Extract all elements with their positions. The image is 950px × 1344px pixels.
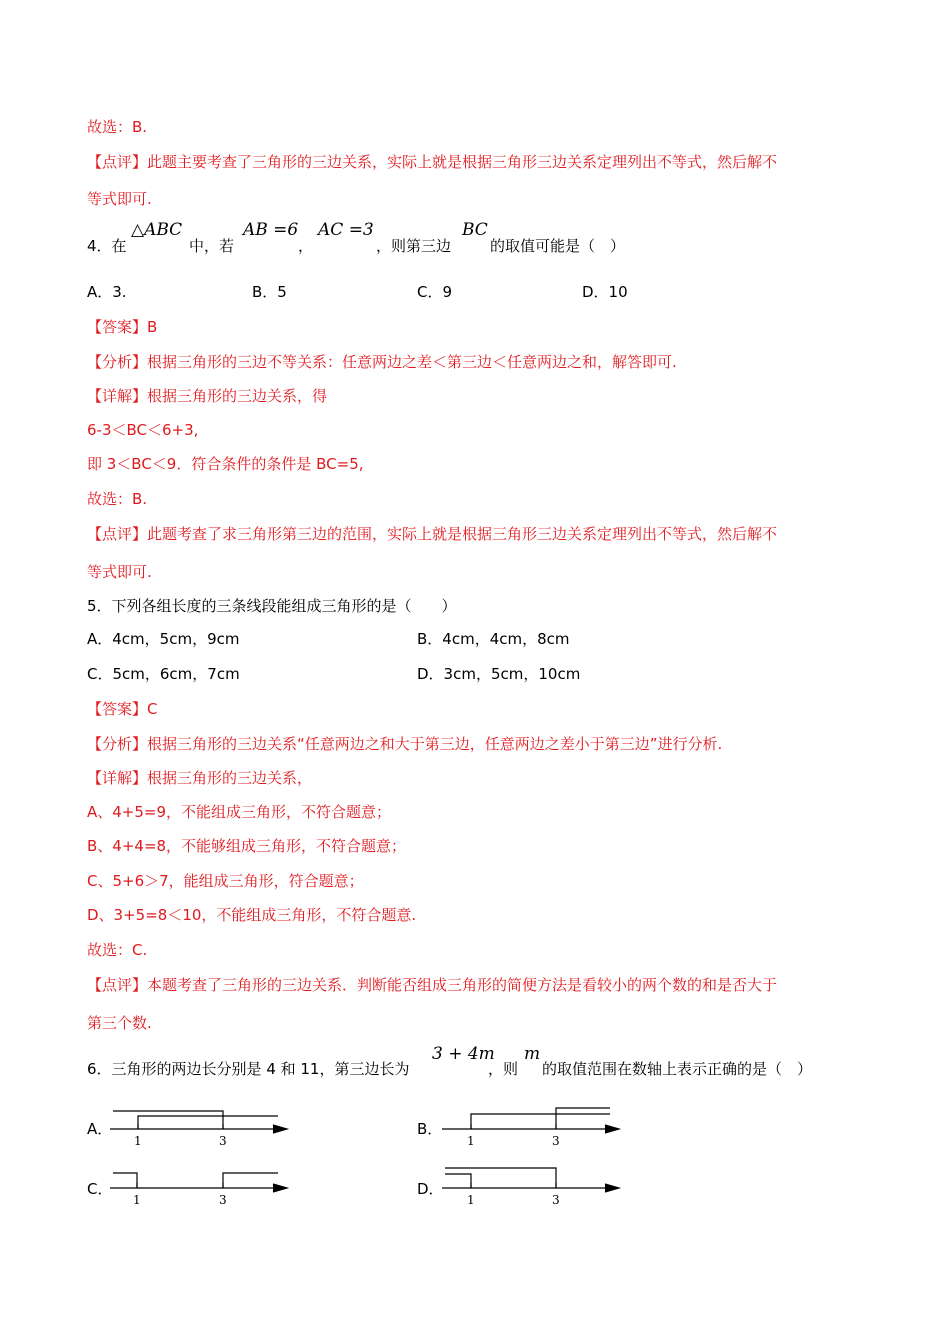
q6-text1: 6．三角形的两边长分别是 4 和 11，第三边长为 (87, 1060, 410, 1078)
q4-text3: ，则第三边 (376, 237, 452, 255)
q5-answer: 【答案】C (87, 700, 158, 718)
range-right-bracket-1 (471, 1114, 610, 1129)
tick-label-1: 1 (133, 1193, 141, 1207)
q4-text2: ， (298, 237, 314, 255)
tick-label-1: 1 (467, 1193, 475, 1207)
q5-option-a: A．4cm，5cm，9cm (87, 630, 240, 648)
q5-choice: 故选：C. (87, 941, 148, 959)
q6-option-c-number-line (110, 1164, 295, 1208)
top-choice: 故选：B. (87, 118, 148, 136)
tick-label-1: 1 (134, 1134, 142, 1148)
q4-line1: 6-3＜BC＜6+3, (87, 421, 199, 439)
q4-comment-line1: 【点评】此题考查了求三角形第三边的范围，实际上就是根据三角形三边关系定理列出不等式，然后解不 (87, 525, 778, 543)
q6-math-expr: 3 + 4m (432, 1044, 495, 1064)
q5-stem: 5．下列各组长度的三条线段能组成三角形的是（ ） (87, 597, 457, 615)
range-left-bracket-1 (445, 1168, 556, 1188)
q6-option-d-number-line (442, 1164, 627, 1208)
range-right-bracket-2 (556, 1108, 610, 1129)
q4-option-a: A．3. (87, 283, 127, 301)
range-left-bracket-2 (445, 1174, 471, 1188)
q5-line-c: C、5+6＞7，能组成三角形，符合题意； (87, 872, 364, 890)
range-left-bracket (113, 1111, 223, 1129)
q4-num: 4．在 (87, 237, 127, 255)
q4-option-b: B．5 (252, 283, 287, 301)
q4-math-ab: AB =6 (243, 220, 299, 240)
tick-label-3: 3 (219, 1193, 227, 1207)
range-right-bracket (138, 1116, 278, 1129)
arrow-head (605, 1125, 619, 1133)
q6-option-a-number-line (110, 1104, 295, 1148)
q5-comment-line1: 【点评】本题考查了三角形的三边关系．判断能否组成三角形的简便方法是看较小的两个数的和是否大于 (87, 976, 778, 994)
q4-detail: 【详解】根据三角形的三边关系，得 (87, 387, 328, 405)
q4-analysis: 【分析】根据三角形的三边不等关系：任意两边之差＜第三边＜任意两边之和，解答即可. (87, 353, 677, 371)
q5-line-b: B、4+4=8，不能够组成三角形，不符合题意； (87, 837, 407, 855)
arrow-head (273, 1184, 287, 1192)
q4-math-triangle: △ABC (131, 220, 183, 240)
q6-option-b-number-line (442, 1104, 627, 1148)
q5-option-d: D．3cm，5cm，10cm (417, 665, 581, 683)
q5-line-d: D、3+5=8＜10，不能组成三角形，不符合题意. (87, 906, 417, 924)
q4-math-ac: AC =3 (318, 220, 374, 240)
q4-math-bc: BC (462, 220, 488, 240)
q4-option-c: C．9 (417, 283, 453, 301)
q5-option-c: C．5cm，6cm，7cm (87, 665, 240, 683)
q6-option-c-label: C． (87, 1180, 113, 1198)
arrow-head (605, 1184, 619, 1192)
q5-line-a: A、4+5=9，不能组成三角形，不符合题意； (87, 803, 392, 821)
q4-line2: 即 3＜BC＜9．符合条件的条件是 BC=5, (87, 455, 364, 473)
q6-option-b-label: B． (417, 1120, 443, 1138)
q6-math-m: m (524, 1044, 541, 1064)
q4-comment-line2: 等式即可. (87, 563, 152, 581)
q4-text4: 的取值可能是（ ） (490, 237, 626, 255)
q5-analysis: 【分析】根据三角形的三边关系“任意两边之和大于第三边，任意两边之差小于第三边”进行分析. (87, 735, 723, 753)
q4-choice: 故选：B. (87, 490, 148, 508)
arrow-head (273, 1125, 287, 1133)
q4-text1: 中，若 (189, 237, 235, 255)
q6-option-a-label: A． (87, 1120, 113, 1138)
range-left-bracket (113, 1173, 137, 1188)
top-comment-line1: 【点评】此题主要考查了三角形的三边关系，实际上就是根据三角形三边关系定理列出不等式，然后解不 (87, 153, 778, 171)
range-right-bracket (223, 1173, 278, 1188)
q6-text3: 的取值范围在数轴上表示正确的是（ ） (542, 1060, 813, 1078)
top-comment-line2: 等式即可. (87, 190, 152, 208)
q4-option-d: D．10 (582, 283, 628, 301)
tick-label-3: 3 (552, 1134, 560, 1148)
q6-option-d-label: D． (417, 1180, 444, 1198)
tick-label-3: 3 (552, 1193, 560, 1207)
q6-text2: ，则 (488, 1060, 519, 1078)
q5-detail: 【详解】根据三角形的三边关系， (87, 769, 313, 787)
q5-option-b: B．4cm，4cm，8cm (417, 630, 570, 648)
tick-label-1: 1 (467, 1134, 475, 1148)
q5-comment-line2: 第三个数. (87, 1014, 152, 1032)
tick-label-3: 3 (219, 1134, 227, 1148)
q4-answer: 【答案】B (87, 318, 158, 336)
